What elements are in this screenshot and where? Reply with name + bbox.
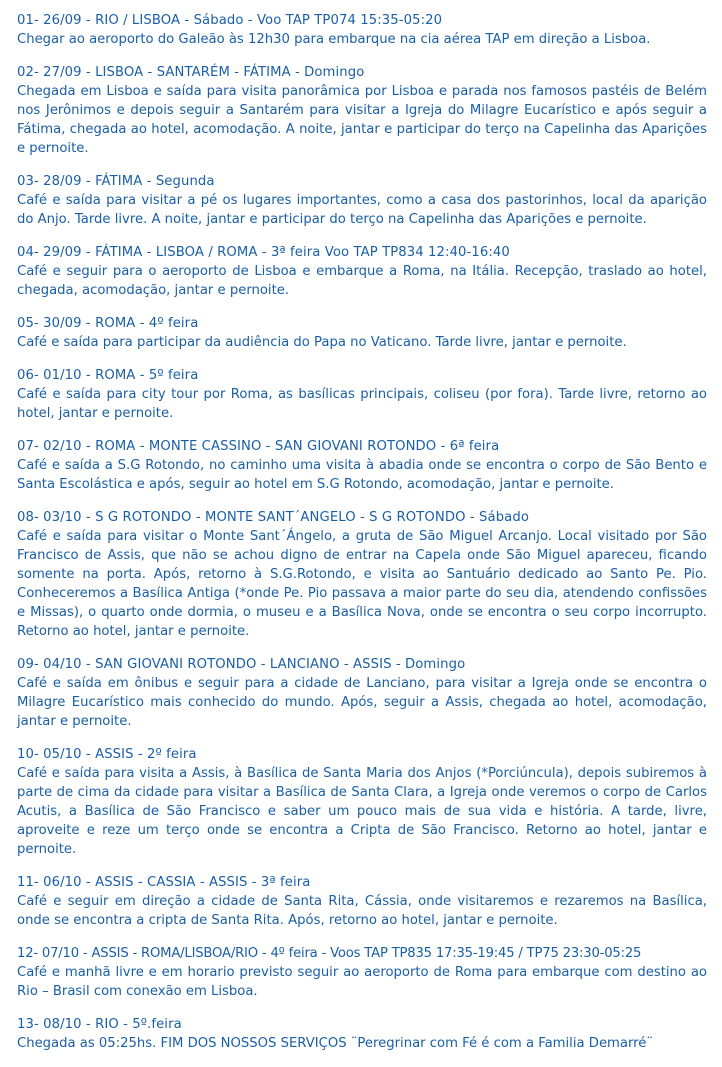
day-title: 01- 26/09 - RIO / LISBOA - Sábado - Voo TAP TP074 15:35-05:20 [17, 13, 443, 28]
day-05 [17, 314, 707, 352]
day-description: Café e saída em ônibus e seguir para a cidade de Lanciano, para visitar a Igreja onde se encontra o Milagre Eucarístico mais conhecido do mundo. Após, seguir a Assis, chegada ao hotel, acomodação, jantar e pernoite. [17, 676, 707, 729]
day-description: Chegada em Lisboa e saída para visita panorâmica por Lisboa e parada nos famosos pastéis de Belém nos Jerônimos e depois seguir a Santarém para visitar a Igreja do Milagre Eucarístico e após seguir a Fátima, chegada ao hotel, acomodação. A noite, jantar e participar do terço na Capelinha das Aparições e pernoite. [17, 84, 707, 156]
day-title: 02- 27/09 - LISBOA - SANTARÉM - FÁTIMA - Domingo [17, 65, 365, 80]
day-title: 09- 04/10 - SAN GIOVANI ROTONDO - LANCIANO - ASSIS - Domingo [17, 657, 466, 672]
itinerary [17, 11, 707, 1067]
day-description: Café e saída para visita a Assis, à Basílica de Santa Maria dos Anjos (*Porciúncula), depois subiremos à parte de cima da cidade para visitar a Basílica de Santa Clara, a Igreja onde veremos o corpo de Carlos Acutis, a Basílica de São Francisco e saber um pouco mais de sua vida e história. A tarde, livre, aproveite e reze um terço onde se encontra a Cripta de São Francisco. Retorno ao hotel, jantar e pernoite. [17, 766, 707, 857]
day-title: 10- 05/10 - ASSIS - 2º feira [17, 747, 197, 762]
day-01 [17, 11, 707, 49]
day-title: 04- 29/09 - FÁTIMA - LISBOA / ROMA - 3ª feira Voo TAP TP834 12:40-16:40 [17, 245, 510, 260]
day-title: 06- 01/10 - ROMA - 5º feira [17, 368, 199, 383]
day-description: Café e saída a S.G Rotondo, no caminho uma visita à abadia onde se encontra o corpo de São Bento e Santa Escolástica e após, seguir ao hotel em S.G Rotondo, acomodação, jantar e pernoite. [17, 458, 707, 492]
day-description: Chegada as 05:25hs. FIM DOS NOSSOS SERVIÇOS ¨Peregrinar com Fé é com a Familia Demarré¨ [17, 1036, 654, 1051]
day-description: Café e manhã livre e em horario previsto seguir ao aeroporto de Roma para embarque com destino ao Rio – Brasil com conexão em Lisboa. [17, 965, 707, 999]
day-12 [17, 944, 707, 1001]
day-06 [17, 366, 707, 423]
day-title: 08- 03/10 - S G ROTONDO - MONTE SANT´ANGELO - S G ROTONDO - Sábado [17, 510, 529, 525]
day-title: 05- 30/09 - ROMA - 4º feira [17, 316, 199, 331]
day-description: Chegar ao aeroporto do Galeão às 12h30 para embarque na cia aérea TAP em direção a Lisboa. [17, 32, 651, 47]
day-09 [17, 655, 707, 731]
day-description: Café e saída para visitar a pé os lugares importantes, como a casa dos pastorinhos, local da aparição do Anjo. Tarde livre. A noite, jantar e participar do terço na Capelinha das Aparições e pernoite. [17, 193, 707, 227]
day-description: Café e saída para city tour por Roma, as basílicas principais, coliseu (por fora). Tarde livre, retorno ao hotel, jantar e pernoite. [17, 387, 707, 421]
day-10 [17, 745, 707, 859]
day-03 [17, 172, 707, 229]
day-11 [17, 873, 707, 930]
day-02 [17, 63, 707, 158]
day-title: 03- 28/09 - FÁTIMA - Segunda [17, 174, 215, 189]
day-description: Café e saída para visitar o Monte Sant´Ángelo, a gruta de São Miguel Arcanjo. Local visitado por São Francisco de Assis, que não se achou digno de entrar na Capela onde São Miguel apareceu, ficando somente na porta. Após, retorno à S.G.Rotondo, e visita ao Santuário dedicado ao Santo Pe. Pio. Conheceremos a Basílica Antiga (*onde Pe. Pio passava a maior parte do seu dia, atendendo confissões e Missas), o quarto onde dormia, o museu e a Basílica Nova, onde se encontra o seu corpo incorrupto. Retorno ao hotel, jantar e pernoite. [17, 529, 707, 639]
day-04 [17, 243, 707, 300]
day-description: Café e saída para participar da audiência do Papa no Vaticano. Tarde livre, jantar e pernoite. [17, 335, 627, 350]
day-13 [17, 1015, 707, 1053]
day-title: 11- 06/10 - ASSIS - CASSIA - ASSIS - 3ª feira [17, 875, 311, 890]
day-title: 12- 07/10 - ASSIS - ROMA/LISBOA/RIO - 4º feira - Voos TAP TP835 17:35-19:45 / TP75 23:30-05:25 [17, 946, 642, 961]
day-description: Café e seguir em direção a cidade de Santa Rita, Cássia, onde visitaremos e rezaremos na Basílica, onde se encontra a cripta de Santa Rita. Após, retorno ao hotel, jantar e pernoite. [17, 894, 707, 928]
day-07 [17, 437, 707, 494]
day-title: 13- 08/10 - RIO - 5º.feira [17, 1017, 182, 1032]
day-08 [17, 508, 707, 641]
day-description: Café e seguir para o aeroporto de Lisboa e embarque a Roma, na Itália. Recepção, traslado ao hotel, chegada, acomodação, jantar e pernoite. [17, 264, 707, 298]
day-title: 07- 02/10 - ROMA - MONTE CASSINO - SAN GIOVANI ROTONDO - 6ª feira [17, 439, 500, 454]
